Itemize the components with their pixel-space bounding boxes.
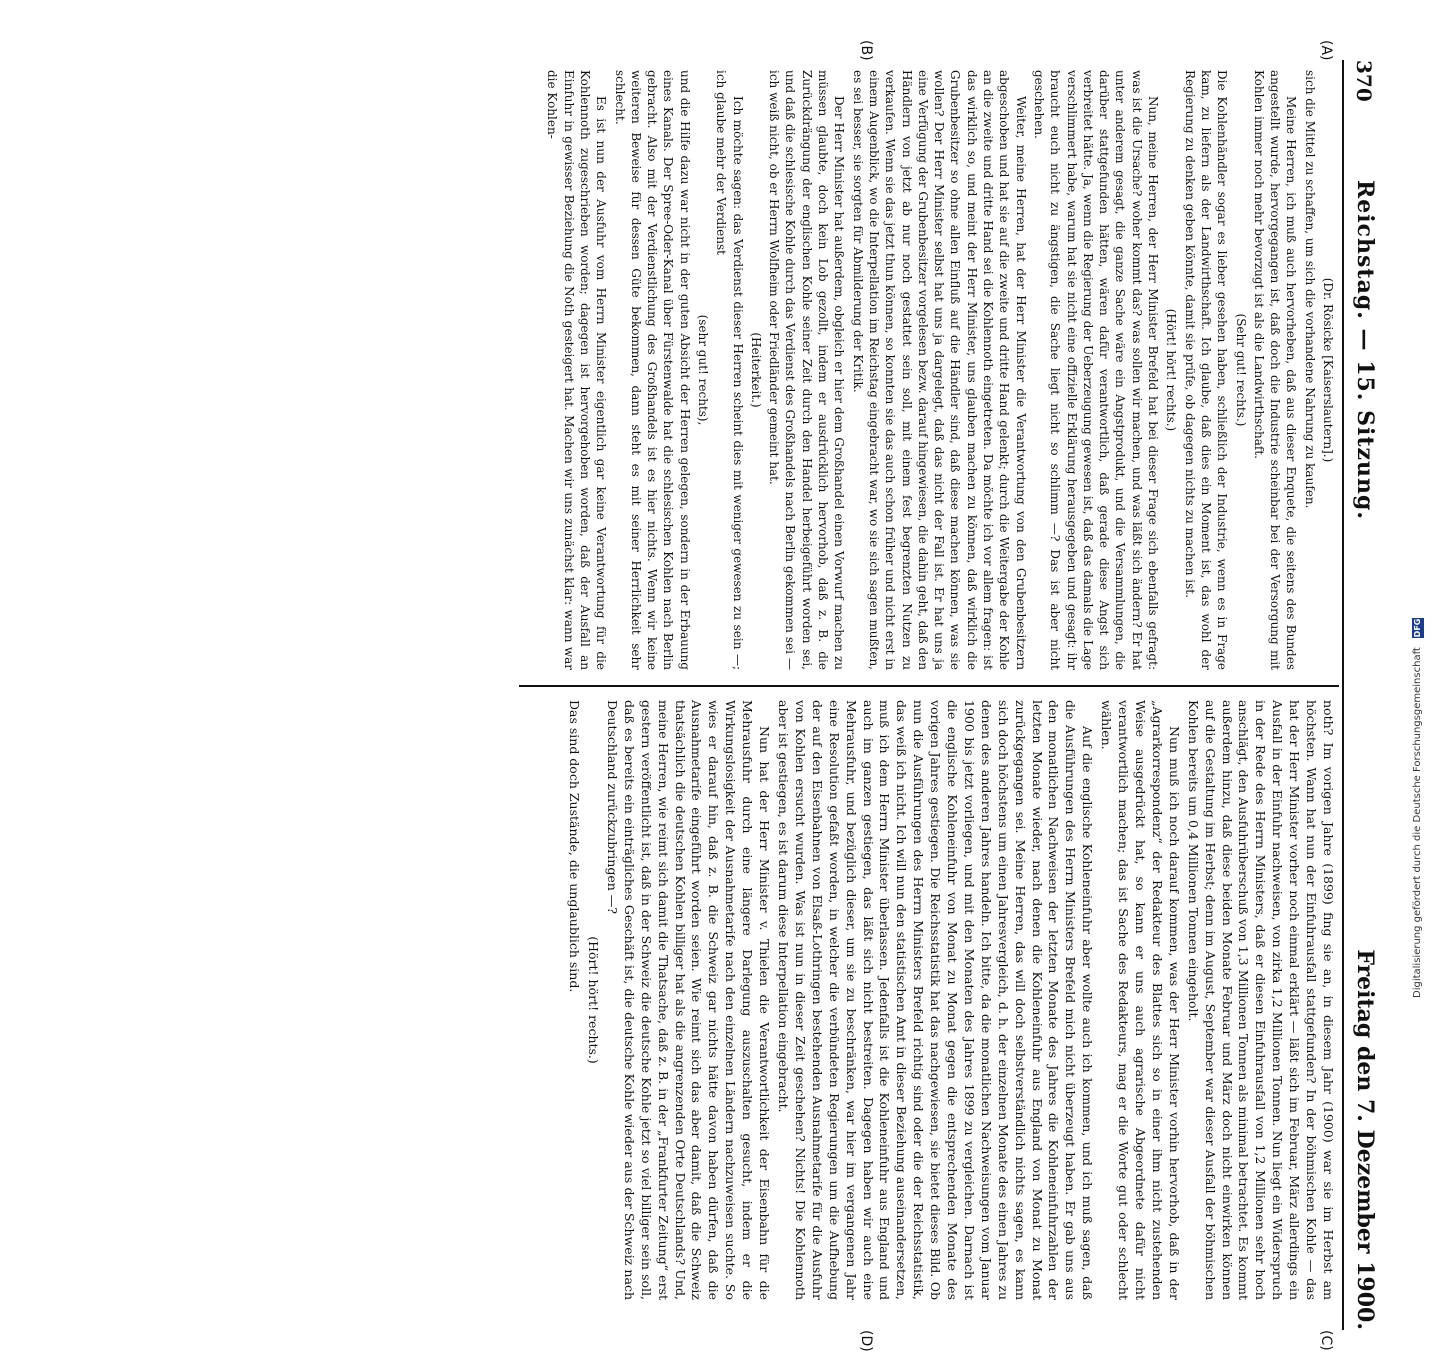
speaker-line: (Dr. Rösicke [Kaiserslautern].) [1321,277,1335,463]
margin-label-a: (A) [1318,40,1334,61]
interjection: (Heiterkeit.) [748,332,763,408]
left-column [542,70,1336,670]
paragraph: Auf die englische Kohleneinfuhr aber wollte auch ich kommen, und ich muß sagen, daß die Ausführungen des Herrn Ministers Brefeld mich nicht überzeugt haben. Er gab uns aus den monatlichen Nachweisen der letzten Monate des Jahres die Kohleneinfuhrzahlen der letzten Monate wieder, nach denen die Kohleneinfuhr aus England von Monat zu Monat zurückgegangen sei. Meine Herren, das will doch selbstverständlich nichts sagen, es kann sich doch höchstens um einen Jahresvergleich, d. h. der einzelnen Monate des einen Jahres zu denen des anderen Jahres handeln. Ich bitte, da die monatlichen Nachweisungen vom Januar 1900 bis jetzt vorliegen, und mit den Monaten des Jahres 1899 zu vergleichen. Darnach ist die englische Kohleneinfuhr von Monat zu Monat gegen die entsprechenden Monate des vorigen Jahres gestiegen. Die Reichsstatistik hat das nachgewiesen, sie bietet dieses Bild. Ob nun die Ausführungen des Herrn Ministers Brefeld richtig sind oder die der Reichsstatistik, das weiß ich nicht. Ich will nun den statistischen Amt in dieser Beziehung auseinandersetzen, muß ich dem Herrn Minister überlassen. Jedenfalls ist die Kohleneinfuhr aus England und auch im ganzen gestiegen, das läßt sich nicht bestreiten. Dagegen haben wir auch eine Mehrausfuhr, und bezüglich dieser, um sie zu beschränken, war hier im vergangenen Jahr eine Resolution gefaßt worden, in welcher die verbündeten Regierungen um die Aufhebung der auf den Eisenbahnen von Elsaß-Lothringen bestehenden Ausnahmetarife für die Ausfuhr von Kohlen ersucht wurden. Was ist nun in dieser Zeit geschehen? Nichts! Die Kohlennoth aber ist gestiegen, es ist darum diese Interpellation eingebracht. [776,700,1096,1300]
credit-text: Digitalisierung gefördert durch die Deutsche Forschungsgemeinschaft [1412,647,1423,998]
paragraph: Nun muß ich noch darauf kommen, was der Herr Minister vorhin hervorhob, daß in der „Agrarkorrespondenz“ der Redakteur des Blattes sich so in einer ihm nicht zustehenden Weise ausgedrückt hat, so kann er uns auch agrarische Abgeordnete dafür nicht verantwortlich machen; das ist Sache des Redakteurs, mag er die Worte gut oder schlecht wählen. [1099,700,1182,1300]
page-number: 370 [1352,60,1376,102]
margin-label-d: (D) [858,1330,874,1352]
paragraph: noth? Im vorigen Jahre (1899) fing sie an, in diesem Jahr (1900) war sie im Herbst am höchsten. Wann hat nun der Einfuhrausfall stattgefunden? In der böhmischen Kohle — das hat der Herr Minister vorher noch einmal erklärt — läßt sich im Februar, März allerdings ein Ausfall in der Einfuhr nachweisen, von zirka 1,2 Millionen Tonnen. Nun liegt ein Widerspruch in der Rede des Herrn Ministers, daß er diesen Einfuhrausfall von 1,2 Millionen sehr hoch anschlägt, den Ausfuhrüberschuß von 1,3 Millionen Tonnen als minimal betrachtet. Es kommt außerdem hinzu, daß diese beiden Monate Februar und März doch nicht einwirken können auf die Gestaltung im Herbst; denn im August, September war dieser Ausfall der böhmischen Kohlen bereits um 0,4 Millionen Tonnen eingeholt. [1185,700,1336,1300]
paragraph: Das sind doch Zustände, die unglaublich sind. [567,700,583,993]
paragraph: Ich möchte sagen: das Verdienst dieser Herren scheint dies mit weniger gewesen zu sein —; ich glaube mehr der Verdienst [714,70,745,670]
session-date: Freitag den 7. Dezember 1900. [1352,949,1378,1330]
paragraph: Meine Herren, ich muß auch hervorheben, daß aus dieser Enquete, die seitens des Bundes angestellt wurde, hervorgegangen ist, daß doch die Industrie scheinbar bei der Versorgung mit Kohlen immer noch mehr bevorzugt ist als die Landwirthschaft. [1251,70,1299,670]
session-title: Reichstag. — 15. Sitzung. [1352,180,1378,521]
paragraph: Es ist nun der Ausfuhr vom Herrn Minister eigentlich gar keine Verantwortung für die Kohlennoth zugeschrieben worden; dagegen ist hervorgehoben worden, daß der Ausfall an Einfuhr in gewisser Beziehung die Noth gesteigert hat. Machen wir uns zunächst klar: wann war die Kohlen- [545,70,609,670]
paragraph: und die Hilfe dazu war nicht in der guten Absicht der Herren gelegen, sondern in der Erbauung eines Kanals. Der Spree-Oder-Kanal über Fürstenwalde hat die schlesischen Kohlen nach Berlin gebracht. Also mit der Verdienstlichung des Großhandels ist es hier nichts. Wenn wir keine weiteren Beweise für dessen Güte bekommen, dann steht es mit seiner Herrlichkeit sehr schlecht. [612,70,692,670]
paragraph: Die Kohlenhändler sogar es lieber gesehen haben, schließlich der Industrie, wenn es in Frage kam, zu liefern als der Landwirthschaft. Ich glaube, daß dies ein Moment ist, das wohl der Regierung zu denken geben könnte, damit sie prüfe, ob dagegen nichts zu machen ist. [1182,70,1230,670]
interjection: (sehr gut! rechts), [696,314,711,426]
margin-label-b: (B) [858,40,874,61]
interjection: (Hört! hört! rechts.) [586,936,602,1064]
right-column [563,700,1336,1300]
interjection: (Sehr gut! rechts.) [1233,313,1248,427]
paragraph: Nun, meine Herren, der Herr Minister Brefeld hat bei dieser Frage sich ebenfalls gefragt: was ist die Ursache? woher kommt das? was sollen wir machen, und was läßt sich ändern? Er hat unter anderem gesagt, die ganze Sache wäre ein Angstprodukt, und die Versammlungen, die darüber stattgefunden hätten, wären dafür verantwortlich, daß gerade diese Angst sich verbreitet hätte. Ja, wenn die Regierung der Ueberzeugung gewesen ist, daß das damals die Lage verschlimmert habe, warum hat sie nicht eine offizielle Erklärung herausgegeben und gesagt: ihr braucht euch nicht zu ängstigen, die Sache liegt nicht so schlimm —? Das ist aber nicht geschehen. [1031,70,1161,670]
interjection: (Hört! hört! rechts.) [1164,308,1179,432]
margin-label-c: (C) [1318,1330,1334,1351]
paragraph: Der Herr Minister hat außerdem, obgleich er hier dem Großhandel einen Vorwurf machen zu müssen glaubte, doch kein Lob gezollt, indem er ausdrücklich hervorhob, daß z. B. die Zurückdrängung der englischen Kohle seiner Zeit durch den Handel herbeigeführt worden sei, und daß die schlesische Kohle durch das Verdienst des Großhandels nach Berlin gekommen sei — ich weiß nicht, ob er Herrn Wolfheim oder Friedländer gemeint hat. [767,70,847,670]
column-divider [519,685,1339,687]
dfg-logo: DFG [1413,618,1422,638]
paragraph: sich die Mittel zu schaffen, um sich die vorhandene Nahrung zu kaufen. [1302,70,1317,509]
paragraph: Weiter, meine Herren, hat der Herr Minister die Verantwortung von den Grubenbesitzern abgeschoben und hat sie auf die zweite und dritte Hand gelenkt; durch die Weitergabe der Kohle an die zweite und dritte Hand sei die Kohlennoth eingetreten. Da möchte ich vor allem fragen: ist das wirklich so, und meint der Herr Minister, uns glauben machen zu können, daß wirklich die Grubenbesitzer so ohne allen Einfluß auf die Händler sind, daß diese machen können, was sie wollen? Der Herr Minister selbst hat uns ja dargelegt, daß das nicht der Fall ist. Er hat uns ja eine Verfügung der Grubenbesitzer vorgelesen bezw. darauf hingewiesen, die dahin geht, daß den Händlern von jetzt ab nur noch gestattet sein soll, mit einem fest begrenzten Nutzen zu verkaufen. Wenn sie das jetzt thun können, so konnten sie das auch schon früher und nicht erst in einem Augenblick, wo die Interpellation im Reichstag eingebracht war, wo sie sich sagen mußten, es sei besser, sie sorgten für Abmilderung der Kritik. [850,70,1028,670]
page-header [1342,60,1384,1330]
paragraph: Nun hat der Herr Minister v. Thielen die Verantwortlichkeit der Eisenbahn für die Mehrausfuhr durch eine längere Darlegung auszuschalten gesucht, indem er die Wirkungslosigkeit der Ausnahmetarife nach den einzelnen Ländern nachzuweisen suchte. So wies er darauf hin, daß z. B. die Schweiz gar nichts hätte davon haben dürfen, daß die Ausnahmetarife eingeführt worden seien. Wie reimt sich das aber damit, daß die Schweiz thatsächlich die deutschen Kohlen billiger hat als die angrenzenden Orte Deutschlands? Und, meine Herren, wie reimt sich damit die Thatsache, daß z. B. in der „Frankfurter Zeitung“ erst gestern veröffentlicht ist, daß in der Schweiz die deutsche Kohle jetzt so viel billiger sein soll, daß es bereits ein einträgliches Geschäft ist, die deutsche Kohle wieder aus der Schweiz nach Deutschland zurückzubringen —? [604,700,773,1300]
digitization-credit [1412,618,1424,998]
